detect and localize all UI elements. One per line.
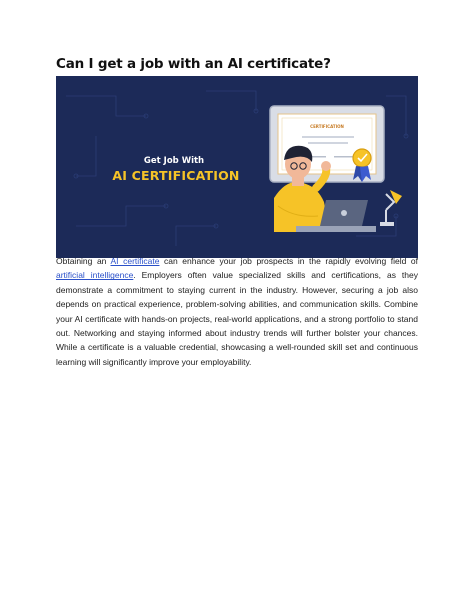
- lamp-icon: [380, 190, 402, 226]
- ai-certificate-link[interactable]: AI certificate: [110, 256, 160, 266]
- banner-subheadline: AI CERTIFICATION: [112, 168, 240, 183]
- paragraph-intro: Obtaining an: [56, 256, 111, 266]
- article-paragraph: [56, 254, 418, 369]
- paragraph-middle: can enhance your job prospects in the rapidly evolving field of: [159, 256, 418, 266]
- banner-illustration: [56, 76, 418, 258]
- banner-headline: Get Job With: [143, 156, 205, 166]
- artificial-intelligence-link[interactable]: artificial intelligence: [56, 270, 134, 281]
- paragraph-rest: . Employers often value specialized skills and certifications, as they demonstrate a commitment to staying current in the industry. However, securing a job also depends on practical experience, problem-solving abilities, and communication skills. Combine your AI certificate with hands-on projects, real-world applications, and a strong portfolio to stand out. Networking and staying informed about industry trends will further bolster your chances. While a certificate is a valuable credential, showcasing a well-rounded skill set and continuous learning will significantly improve your employability.: [56, 270, 418, 367]
- page-title: Can I get a job with an AI certificate?: [56, 56, 331, 72]
- hero-banner: [56, 76, 418, 258]
- certificate-title: CERTIFICATION: [310, 124, 344, 129]
